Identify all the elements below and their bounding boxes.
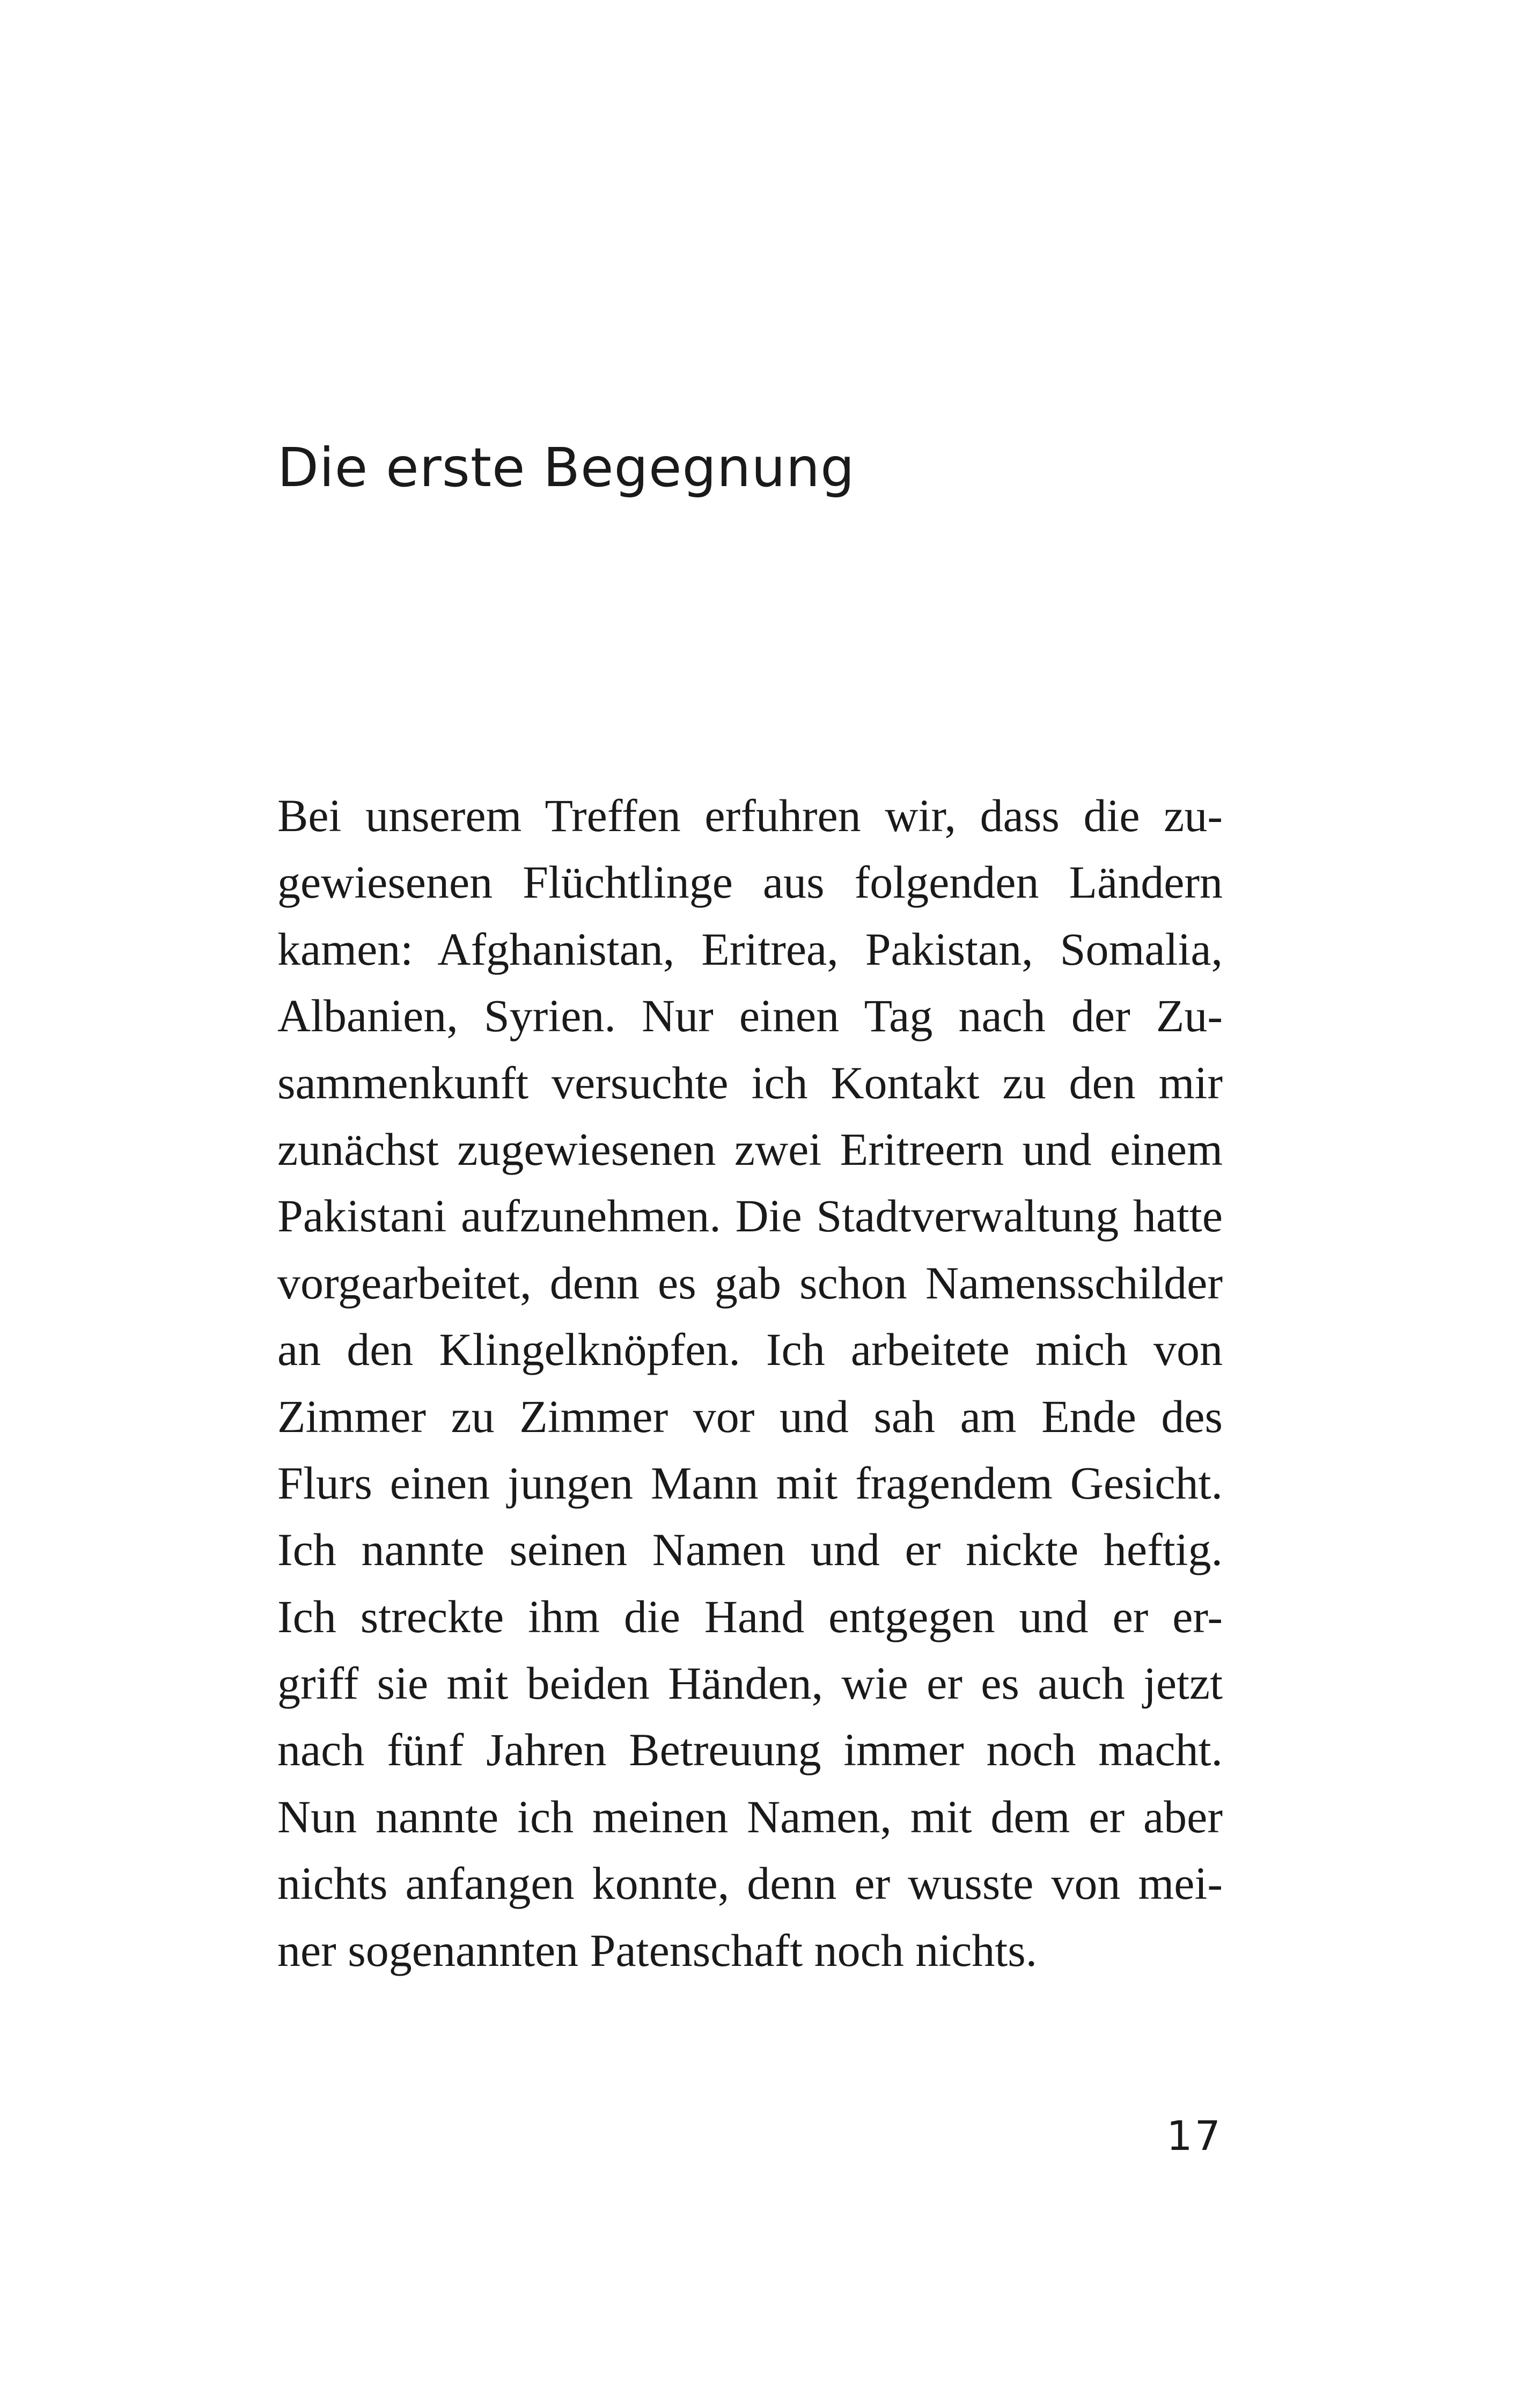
- body-paragraph: [277, 782, 1223, 1984]
- text-line: Nun nannte ich meinen Namen, mit dem er aber: [277, 1790, 1223, 1842]
- text-line: Albanien, Syrien. Nur einen Tag nach der Zu-: [277, 990, 1223, 1042]
- text-line: vorgearbeitet, denn es gab schon Namensschilder: [277, 1257, 1223, 1309]
- text-line: Pakistani aufzunehmen. Die Stadtverwaltung hatte: [277, 1190, 1223, 1242]
- page-number: 17: [1166, 2112, 1223, 2160]
- text-line: Ich streckte ihm die Hand entgegen und er er-: [277, 1590, 1223, 1642]
- text-line: nach fünf Jahren Betreuung immer noch macht.: [277, 1724, 1223, 1776]
- text-line: Zimmer zu Zimmer vor und sah am Ende des: [277, 1390, 1223, 1442]
- chapter-title: Die erste Begegnung: [277, 436, 855, 499]
- text-line: ner sogenannten Patenschaft noch nichts.: [277, 1924, 1038, 1976]
- text-line: nichts anfangen konnte, denn er wusste von mei-: [277, 1858, 1223, 1910]
- text-line: Bei unserem Treffen erfuhren wir, dass die zu-: [277, 790, 1223, 841]
- text-line: an den Klingelknöpfen. Ich arbeitete mich von: [277, 1324, 1223, 1376]
- text-line: Flurs einen jungen Mann mit fragendem Gesicht.: [277, 1457, 1223, 1509]
- text-line: zunächst zugewiesenen zwei Eritreern und einem: [277, 1123, 1223, 1175]
- text-line: griff sie mit beiden Händen, wie er es auch jetzt: [277, 1657, 1223, 1709]
- text-line: sammenkunft versuchte ich Kontakt zu den mir: [277, 1056, 1223, 1108]
- text-line: gewiesenen Flüchtlinge aus folgenden Ländern: [277, 856, 1223, 908]
- text-line: Ich nannte seinen Namen und er nickte heftig.: [277, 1524, 1223, 1576]
- text-line: kamen: Afghanistan, Eritrea, Pakistan, Somalia,: [277, 923, 1223, 975]
